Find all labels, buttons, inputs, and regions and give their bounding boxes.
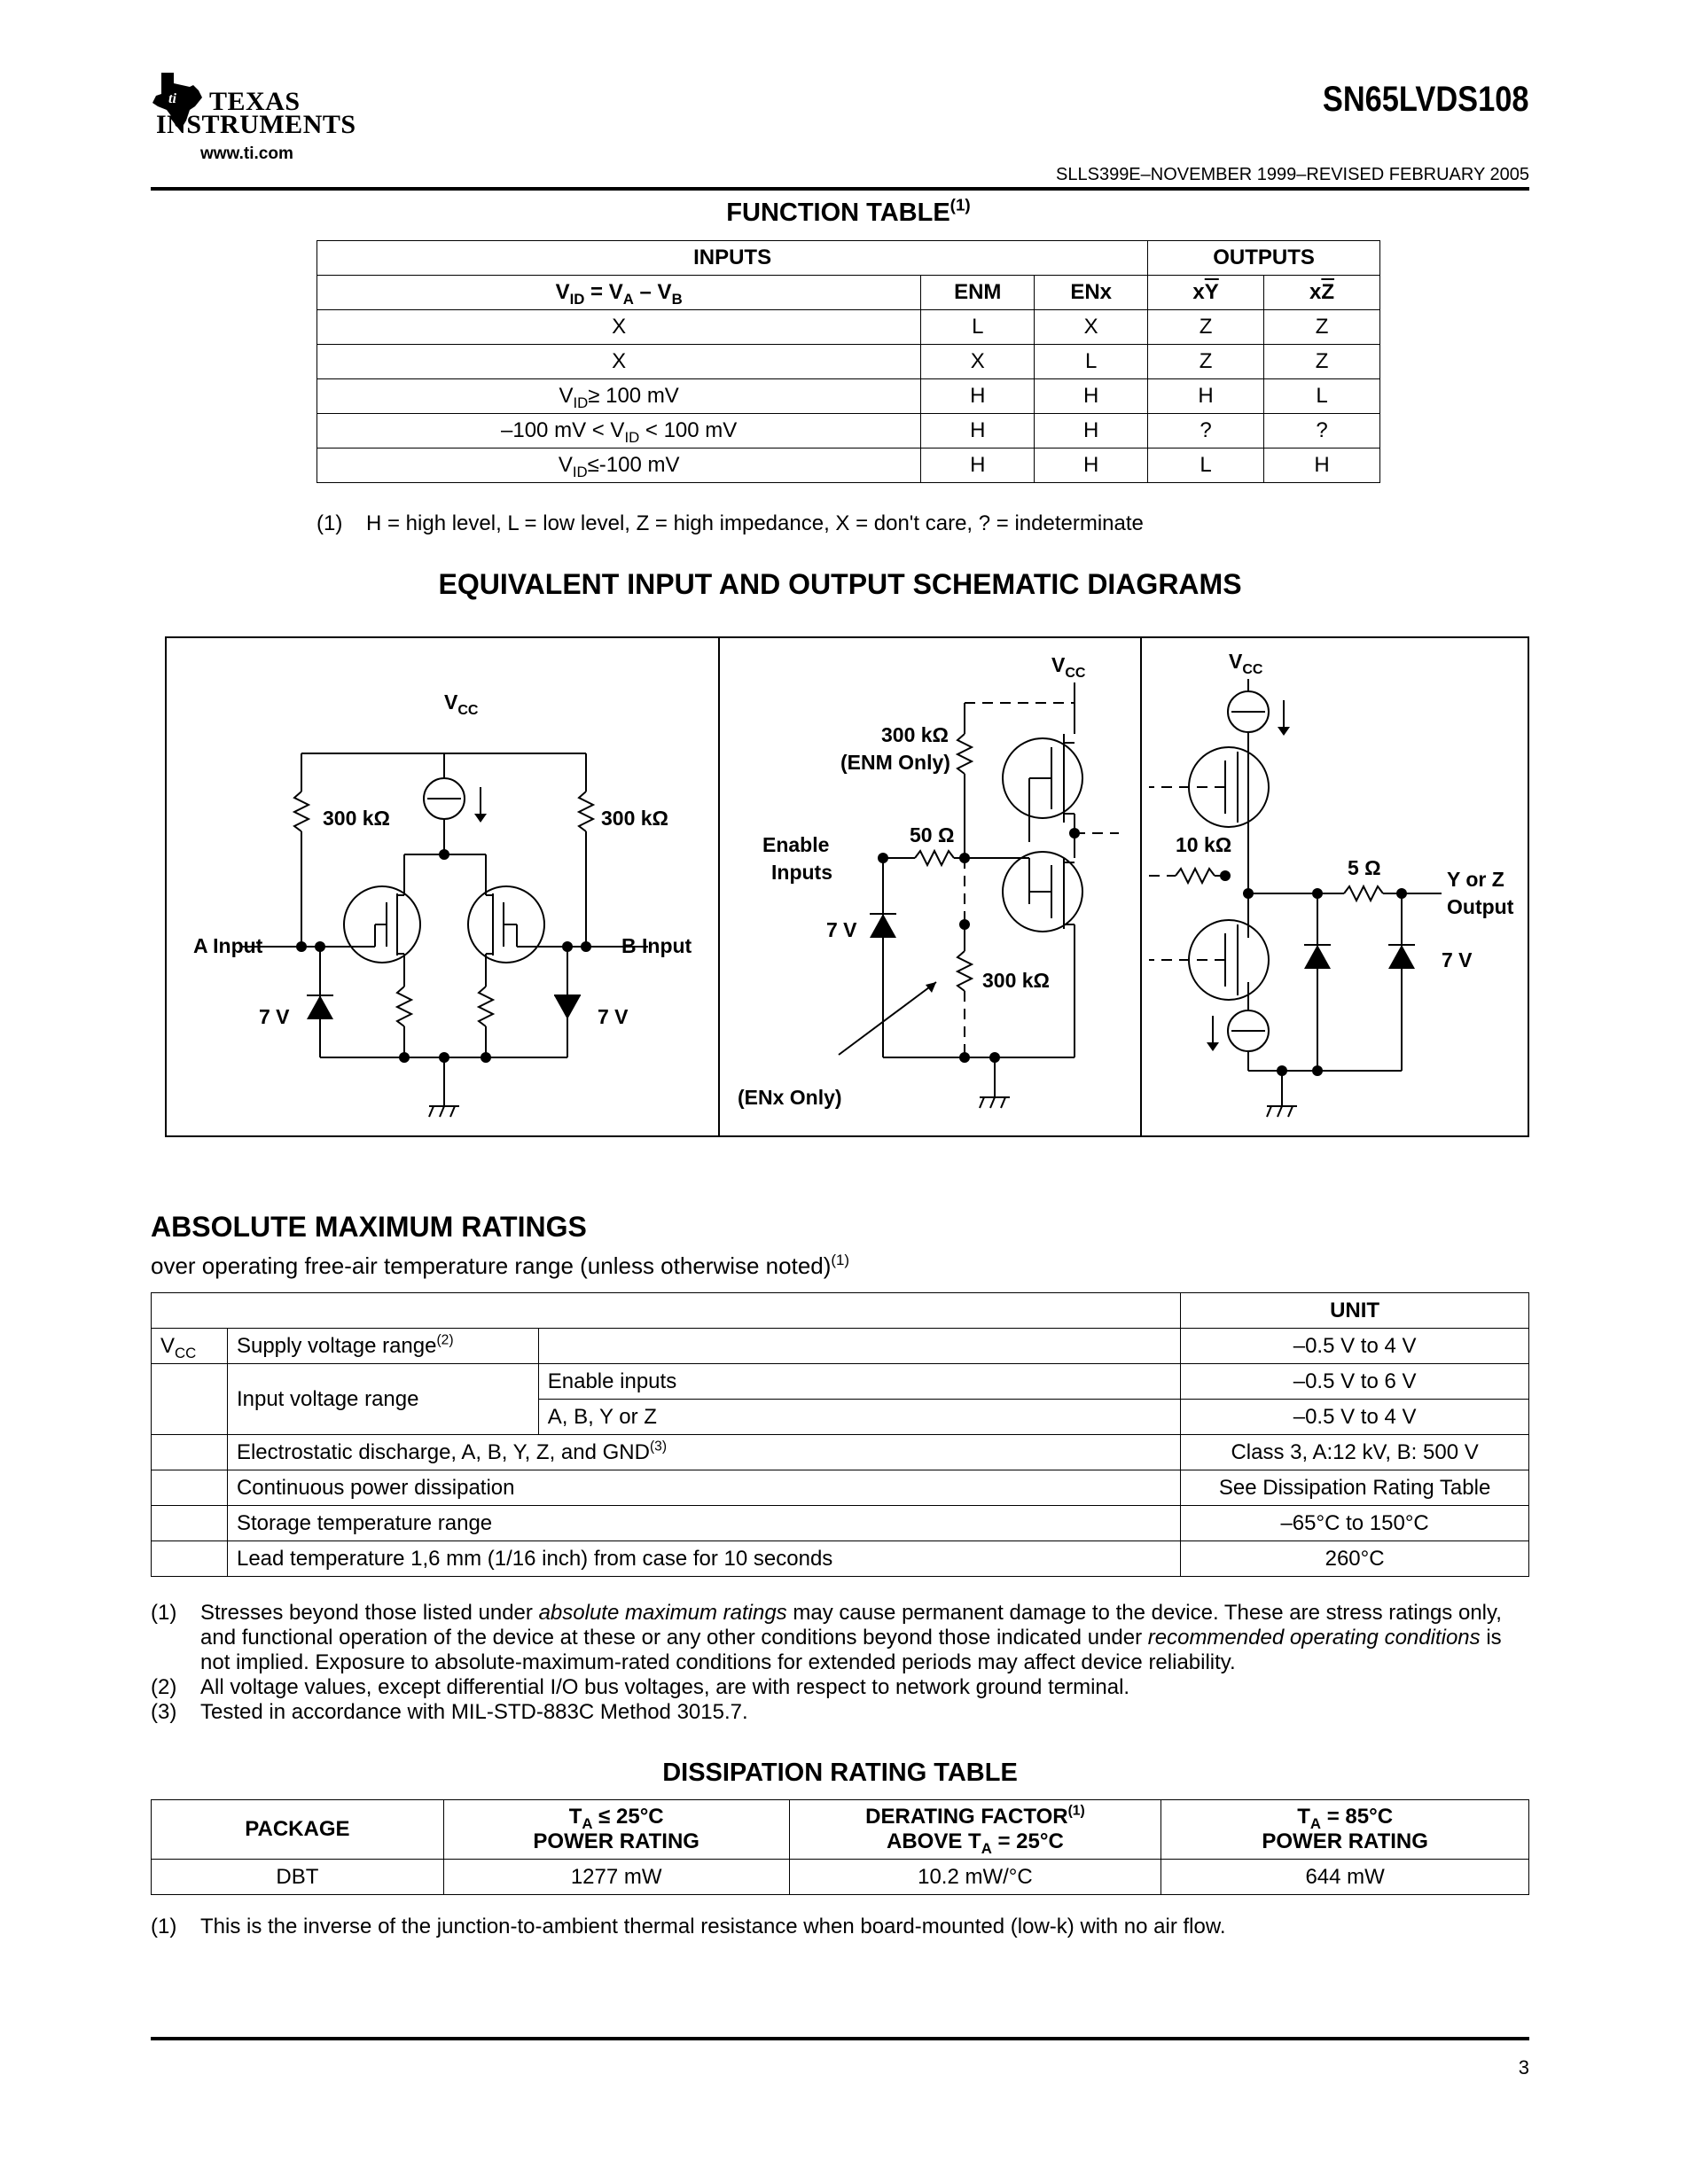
input-schematic	[193, 690, 692, 1117]
resistor-value-label: 300 kΩ	[881, 723, 949, 746]
derating-column-header: DERATING FACTOR$^{(1)}$ ABOVE $T_A = 25^\circ C$	[789, 1800, 1161, 1860]
table-cell	[152, 1435, 228, 1470]
resistor-value-label: 300 kΩ	[323, 807, 390, 830]
zener-voltage-label: 7 V	[259, 1005, 290, 1028]
zener-diode-icon	[870, 914, 896, 938]
resistor-symbol	[1344, 886, 1383, 901]
table-cell: L	[921, 310, 1035, 345]
table-header-row	[152, 1293, 1529, 1329]
footnote-item: (3) Tested in accordance with MIL-STD-883C Method 3015.7.	[151, 1700, 748, 1724]
package-column-header: PACKAGE	[152, 1800, 444, 1860]
table-cell: L	[1264, 379, 1380, 414]
table-row	[152, 1329, 1529, 1364]
a-input-label: A Input	[193, 934, 263, 957]
output-schematic	[1149, 650, 1514, 1117]
abs-max-footnotes	[151, 1601, 1529, 1725]
schematic-title: EQUIVALENT INPUT AND OUTPUT SCHEMATIC DIAGRAMS	[438, 568, 1242, 600]
arrow-icon	[474, 814, 487, 823]
table-cell: 644 mW	[1161, 1860, 1529, 1895]
resistor-value-label: 10 kΩ	[1176, 833, 1232, 856]
unit-column-header: UNIT	[1181, 1293, 1529, 1329]
schematic-frame	[166, 637, 1528, 1136]
table-cell: H	[1264, 448, 1380, 483]
table-cell: Z	[1148, 345, 1264, 379]
enx-only-label: (ENx Only)	[738, 1086, 842, 1109]
footnote-number: (1)	[151, 1915, 177, 1938]
zener-voltage-label: 7 V	[1442, 948, 1473, 971]
table-cell: Lead temperature 1,6 mm (1/16 inch) from case for 10 seconds	[227, 1541, 1180, 1577]
logo-text-instruments: INSTRUMENTS	[156, 110, 356, 139]
table-cell: 1277 mW	[443, 1860, 789, 1895]
table-cell: H	[1035, 379, 1148, 414]
table-cell: See Dissipation Rating Table	[1181, 1470, 1529, 1506]
table-cell	[152, 1364, 228, 1435]
table-cell: Input voltage range	[227, 1364, 538, 1435]
part-number: SN65LVDS108	[1323, 80, 1529, 119]
enable-inputs-label: Enable	[762, 833, 830, 856]
enx-column-header: ENx	[1035, 276, 1148, 310]
footnote-number: (1)	[316, 511, 343, 535]
function-table-title	[316, 195, 1380, 228]
table-row	[152, 1541, 1529, 1577]
table-cell: Continuous power dissipation	[227, 1470, 1180, 1506]
table-cell: 10.2 mW/°C	[789, 1860, 1161, 1895]
abs-max-table	[151, 1292, 1529, 1577]
footer-divider	[151, 2037, 1529, 2040]
table-cell: H	[1035, 414, 1148, 448]
table-cell: –0.5 V to 4 V	[1181, 1329, 1529, 1364]
table-cell: H	[921, 379, 1035, 414]
schematic-diagram	[165, 636, 1529, 1137]
zener-diode-icon	[554, 995, 581, 1019]
b-input-label: B Input	[621, 934, 692, 957]
footnote-text: H = high level, L = low level, Z = high impedance, X = don't care, ? = indeterminate	[366, 511, 1144, 535]
resistor-symbol	[957, 951, 972, 991]
table-cell: Storage temperature range	[227, 1506, 1180, 1541]
table-row	[317, 345, 1380, 379]
table-header-row	[152, 1800, 1529, 1860]
table-cell: X	[317, 310, 921, 345]
company-url[interactable]: www.ti.com	[200, 144, 293, 163]
table-row	[317, 448, 1380, 483]
svg-text:ti: ti	[168, 91, 176, 106]
resistor-value-label: 300 kΩ	[982, 969, 1050, 992]
resistor-symbol	[294, 792, 309, 831]
abs-max-subtitle	[151, 1252, 849, 1280]
table-cell: X	[317, 345, 921, 379]
table-cell: Class 3, A:12 kV, B: 500 V	[1181, 1435, 1529, 1470]
resistor-value-label: 5 Ω	[1348, 856, 1381, 879]
table-header-row	[317, 276, 1380, 310]
table-row	[152, 1506, 1529, 1541]
outputs-group-header: OUTPUTS	[1148, 241, 1380, 276]
resistor-note-label: (ENM Only)	[840, 751, 950, 774]
variable-arrow	[839, 982, 936, 1055]
table-cell: DBT	[152, 1860, 444, 1895]
table-cell: Z	[1264, 310, 1380, 345]
table-cell: 260°C	[1181, 1541, 1529, 1577]
table-cell	[152, 1541, 228, 1577]
table-cell: Supply voltage range$^{(2)}$	[227, 1329, 538, 1364]
table-row	[152, 1860, 1529, 1895]
abs-max-subtitle-text: over operating free-air temperature range (unless otherwise noted)	[151, 1252, 832, 1279]
resistor-value-label: 50 Ω	[910, 823, 955, 846]
footnote-item: (2) All voltage values, except differential I/O bus voltages, are with respect to network ground terminal.	[151, 1675, 1130, 1699]
dissipation-footnote	[151, 1915, 1529, 1939]
abs-max-title: ABSOLUTE MAXIMUM RATINGS	[151, 1211, 587, 1243]
table-cell: Z	[1148, 310, 1264, 345]
page-number: 3	[1518, 2056, 1529, 2079]
table-cell: –100 mV < $V_{ID} < 100$ mV	[317, 414, 921, 448]
arrow-icon	[1207, 1042, 1219, 1051]
dissipation-table	[151, 1799, 1529, 1895]
enable-input-schematic	[738, 653, 1119, 1109]
table-cell: –0.5 V to 6 V	[1181, 1364, 1529, 1400]
table-header-row	[317, 241, 1380, 276]
zener-diode-icon	[1304, 945, 1331, 969]
resistor-symbol	[579, 792, 593, 831]
function-table-footnote	[316, 511, 1469, 536]
resistor-symbol	[915, 851, 954, 865]
vcc-symbol-cell: $V_{CC}$	[152, 1329, 228, 1364]
zener-voltage-label: 7 V	[598, 1005, 629, 1028]
table-cell: Electrostatic discharge, A, B, Y, Z, and GND$^{(3)}$	[227, 1435, 1180, 1470]
table-cell: Enable inputs	[538, 1364, 1180, 1400]
table-cell	[152, 1293, 1181, 1329]
table-cell: ?	[1264, 414, 1380, 448]
table-cell: H	[1035, 448, 1148, 483]
table-cell: X	[1035, 310, 1148, 345]
table-cell	[538, 1329, 1180, 1364]
table-cell: –0.5 V to 4 V	[1181, 1400, 1529, 1435]
function-table-title-note: (1)	[950, 195, 971, 214]
table-cell	[152, 1470, 228, 1506]
abs-max-subtitle-note: (1)	[831, 1251, 850, 1268]
vcc-label: $V_{CC}$	[1229, 650, 1263, 677]
document-revision: SLLS399E–NOVEMBER 1999–REVISED FEBRUARY 2005	[1056, 165, 1529, 184]
table-cell: H	[921, 414, 1035, 448]
enable-inputs-label: Inputs	[771, 861, 832, 884]
dissipation-title: DISSIPATION RATING TABLE	[662, 1759, 1018, 1787]
table-cell: A, B, Y or Z	[538, 1400, 1180, 1435]
ti-logo	[151, 71, 363, 168]
resistor-value-label: 300 kΩ	[601, 807, 668, 830]
output-label: Output	[1447, 895, 1514, 918]
xy-column-header: $x\overline{Y}$	[1148, 276, 1264, 310]
resistor-symbol	[397, 987, 411, 1026]
zener-diode-icon	[1388, 945, 1415, 969]
table-row	[317, 379, 1380, 414]
zener-diode-icon	[307, 995, 333, 1019]
table-row	[317, 414, 1380, 448]
table-row	[152, 1470, 1529, 1506]
table-cell: $V_{ID}\ge 100$ mV	[317, 379, 921, 414]
arrow-icon	[926, 982, 936, 993]
header-divider	[151, 187, 1529, 191]
table-row	[317, 310, 1380, 345]
inputs-group-header: INPUTS	[317, 241, 1148, 276]
table-cell: L	[1035, 345, 1148, 379]
power85-column-header: $T_A = 85^\circ C$ POWER RATING	[1161, 1800, 1529, 1860]
table-cell: ?	[1148, 414, 1264, 448]
table-cell: H	[921, 448, 1035, 483]
table-cell: –65°C to 150°C	[1181, 1506, 1529, 1541]
table-row	[152, 1435, 1529, 1470]
table-row	[152, 1364, 1529, 1400]
output-label: Y or Z	[1447, 868, 1504, 891]
table-cell: L	[1148, 448, 1264, 483]
table-cell: $V_{ID}\le-100$ mV	[317, 448, 921, 483]
arrow-icon	[1278, 727, 1290, 736]
vcc-label: $V_{CC}$	[1051, 653, 1086, 681]
resistor-symbol	[957, 734, 972, 774]
xz-column-header: $x\overline{Z}$	[1264, 276, 1380, 310]
function-table	[316, 240, 1380, 483]
zener-voltage-label: 7 V	[826, 918, 857, 941]
table-cell: Z	[1264, 345, 1380, 379]
table-cell	[152, 1506, 228, 1541]
power25-column-header: $T_A \le 25^\circ C$ POWER RATING	[443, 1800, 789, 1860]
resistor-symbol	[1176, 869, 1215, 883]
table-cell: X	[921, 345, 1035, 379]
resistor-symbol	[479, 987, 493, 1026]
footnote-item: (1) Stresses beyond those listed under absolute maximum ratings may cause permanent damage to the device. These are stress ratings only, and functional operation of the device at these or any other conditions beyond those indicated under recommended operating conditions is not implied. Exposure to absolute-maximum-rated conditions for extended periods may affect device reliability.	[151, 1601, 1502, 1674]
table-cell: H	[1148, 379, 1264, 414]
footnote-text: This is the inverse of the junction-to-ambient thermal resistance when board-mounted (low-k) with no air flow.	[200, 1915, 1226, 1938]
logo-text-texas: TEXAS	[209, 87, 301, 116]
enm-column-header: ENM	[921, 276, 1035, 310]
function-table-title-text: FUNCTION TABLE	[726, 199, 950, 227]
vid-column-header: $V_{ID} = V_A - V_B$	[317, 276, 921, 310]
vcc-label: $V_{CC}$	[444, 690, 479, 718]
